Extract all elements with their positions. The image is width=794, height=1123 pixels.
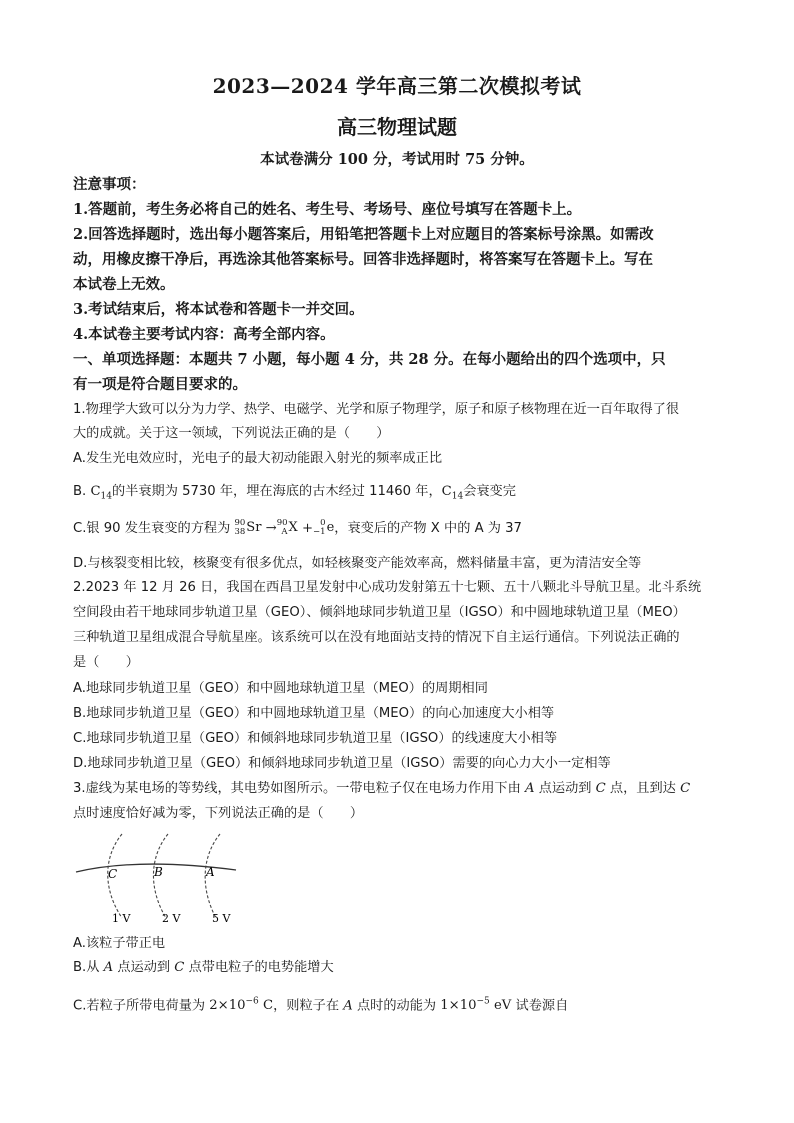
energy-unit: eV [489, 998, 512, 1014]
q2-stem-line-3: 三种轨道卫星组成混合导航星座。该系统可以在没有地面站支持的情况下自主运行通信。下列说法正确的 [73, 630, 680, 645]
q2-option-d: D.地球同步轨道卫星（GEO）和倾斜地球同步轨道卫星（IGSO）需要的向心力大小一定相等 [73, 756, 611, 771]
q1-option-c [73, 516, 723, 541]
q1-option-c-prefix: C.银 90 发生衰变的方程为 [73, 521, 231, 536]
q1-option-d: D.与核裂变相比较，核聚变有很多优点，如轻核聚变产能效率高，燃料储量丰富，更为清洁安全等 [73, 556, 642, 571]
x-atomic-number: A [281, 526, 288, 537]
exam-title: 2023—2024 学年高三第二次模拟考试 [212, 74, 582, 98]
q1-option-a: A.发生光电效应时，光电子的最大初动能跟入射光的频率成正比 [73, 451, 443, 466]
figure-label-a: A [206, 865, 215, 879]
x-mass-number: 90 [276, 517, 288, 528]
q1-option-b-text: 的半衰期为 5730 年，埋在海底的古木经过 11460 年， [111, 484, 442, 499]
q2-option-b: B.地球同步轨道卫星（GEO）和中圆地球轨道卫星（MEO）的向心加速度大小相等 [73, 706, 555, 721]
notice-heading: 注意事项： [73, 176, 146, 193]
q2-stem-line-2: 空间段由若干地球同步轨道卫星（GEO）、倾斜地球同步轨道卫星（IGSO）和中圆地球轨道卫星（MEO） [73, 605, 686, 620]
q3-stem-text-c: 点，且到达 [605, 781, 681, 796]
section-heading-line-1: 一、单项选择题：本题共 7 小题，每小题 4 分，共 28 分。在每小题给出的四个选项中，只 [73, 351, 666, 368]
charge-unit: C [258, 998, 274, 1014]
c14-subscript: 14 [100, 491, 112, 502]
q3-option-c-text-a: C.若粒子所带电荷量为 [73, 998, 210, 1014]
figure-label-c: C [108, 867, 118, 881]
q3-stem-text-b: 点运动到 [534, 781, 596, 796]
q2-stem-line-4: 是（ ） [73, 655, 139, 670]
q3-option-b-text-a: B.从 [73, 960, 104, 975]
figure-potential-1v: 1 V [112, 912, 131, 925]
notice-item-2-line-3: 本试卷上无效。 [73, 276, 175, 293]
reaction-arrow: → [265, 521, 277, 536]
electron-particle [313, 516, 334, 540]
q2-stem-line-1: 2.2023 年 12 月 26 日，我国在西昌卫星发射中心成功发射第五十七颗、五十八颗北斗导航卫星。北斗系统 [73, 580, 702, 595]
electron-symbol: e [326, 520, 335, 535]
sr-atomic-number: 38 [234, 526, 246, 537]
q1-option-b-end: 会衰变完 [463, 484, 516, 499]
q2-option-c: C.地球同步轨道卫星（GEO）和倾斜地球同步轨道卫星（IGSO）的线速度大小相等 [73, 731, 558, 746]
q3-option-c-text-c: 点时的动能为 [352, 998, 441, 1014]
electron-mass-number: 0 [320, 517, 326, 528]
sr-nuclide [234, 516, 261, 540]
c14-letter-2: C [441, 484, 452, 499]
energy-exponent: −5 [476, 997, 490, 1007]
exam-meta: 本试卷满分 100 分，考试用时 75 分钟。 [260, 151, 534, 168]
q3-option-c-text-b: ，则粒子在 [273, 998, 344, 1014]
c14-letter: C [90, 484, 101, 499]
q1-stem-line-1: 1.物理学大致可以分为力学、热学、电磁学、光学和原子物理学，原子和原子核物理在近一百年取得了很 [73, 402, 680, 417]
notice-item-3: 3.考试结束后，将本试卷和答题卡一并交回。 [73, 301, 364, 318]
q3-option-c-point-a: A [343, 998, 353, 1014]
c14-subscript-2: 14 [451, 491, 464, 502]
figure-potential-2v: 2 V [162, 912, 181, 925]
q3-option-b-point-c: C [174, 960, 185, 975]
notice-item-2-line-2: 动，用橡皮擦干净后，再选涂其他答案标号。回答非选择题时，将答案写在答题卡上。写在 [73, 251, 653, 268]
q3-option-c [73, 990, 723, 1018]
q3-option-b-text-c: 点带电粒子的电势能增大 [184, 960, 334, 975]
equipotential-figure [70, 826, 245, 926]
charge-exponent: −6 [245, 997, 259, 1007]
q3-option-b-text-b: 点运动到 [113, 960, 175, 975]
sr-symbol: Sr [246, 520, 262, 535]
sr-mass-number: 90 [234, 517, 246, 528]
q3-option-b [73, 956, 723, 980]
plus-sign: + [301, 521, 314, 536]
point-c-ref: C [595, 781, 606, 796]
q2-option-a: A.地球同步轨道卫星（GEO）和中圆地球轨道卫星（MEO）的周期相同 [73, 681, 488, 696]
energy-mantissa: 1×10 [440, 998, 477, 1014]
q3-stem-line-1 [73, 777, 723, 801]
charge-mantissa: 2×10 [209, 998, 246, 1014]
x-symbol: X [288, 520, 298, 535]
q1-option-b-prefix: B. [73, 484, 91, 499]
notice-item-4: 4.本试卷主要考试内容：高考全部内容。 [73, 326, 335, 343]
q3-option-a: A.该粒子带正电 [73, 936, 166, 951]
q3-option-b-point-a: A [103, 960, 114, 975]
q1-option-c-end: ，衰变后的产物 X 中的 A 为 37 [334, 521, 522, 536]
point-a-ref: A [524, 781, 535, 796]
notice-item-2-line-1: 2.回答选择题时，选出每小题答案后，用铅笔把答题卡上对应题目的答案标号涂黑。如需改 [73, 226, 654, 243]
figure-label-b: B [154, 865, 163, 879]
q3-stem-text-a: 3.虚线为某电场的等势线，其电势如图所示。一带电粒子仅在电场力作用下由 [73, 781, 525, 796]
section-heading-line-2: 有一项是符合题目要求的。 [73, 376, 247, 393]
point-c-ref-2: C [680, 781, 691, 796]
figure-potential-5v: 5 V [212, 912, 231, 925]
watermark-text: 试卷源自 [511, 998, 569, 1014]
electron-charge-number: −1 [313, 526, 326, 537]
q1-stem-line-2: 大的成就。关于这一领域，下列说法正确的是（ ） [73, 426, 390, 441]
x-nuclide [277, 516, 298, 540]
q1-option-b [73, 480, 723, 509]
subject-title: 高三物理试题 [337, 115, 457, 139]
notice-item-1: 1.答题前，考生务必将自己的姓名、考生号、考场号、座位号填写在答题卡上。 [73, 201, 582, 218]
c14-symbol-2 [441, 484, 464, 502]
charge-value [209, 998, 273, 1013]
kinetic-energy-value [440, 998, 511, 1013]
q3-stem-line-2: 点时速度恰好减为零，下列说法正确的是（ ） [73, 806, 364, 821]
c14-symbol [90, 484, 112, 502]
